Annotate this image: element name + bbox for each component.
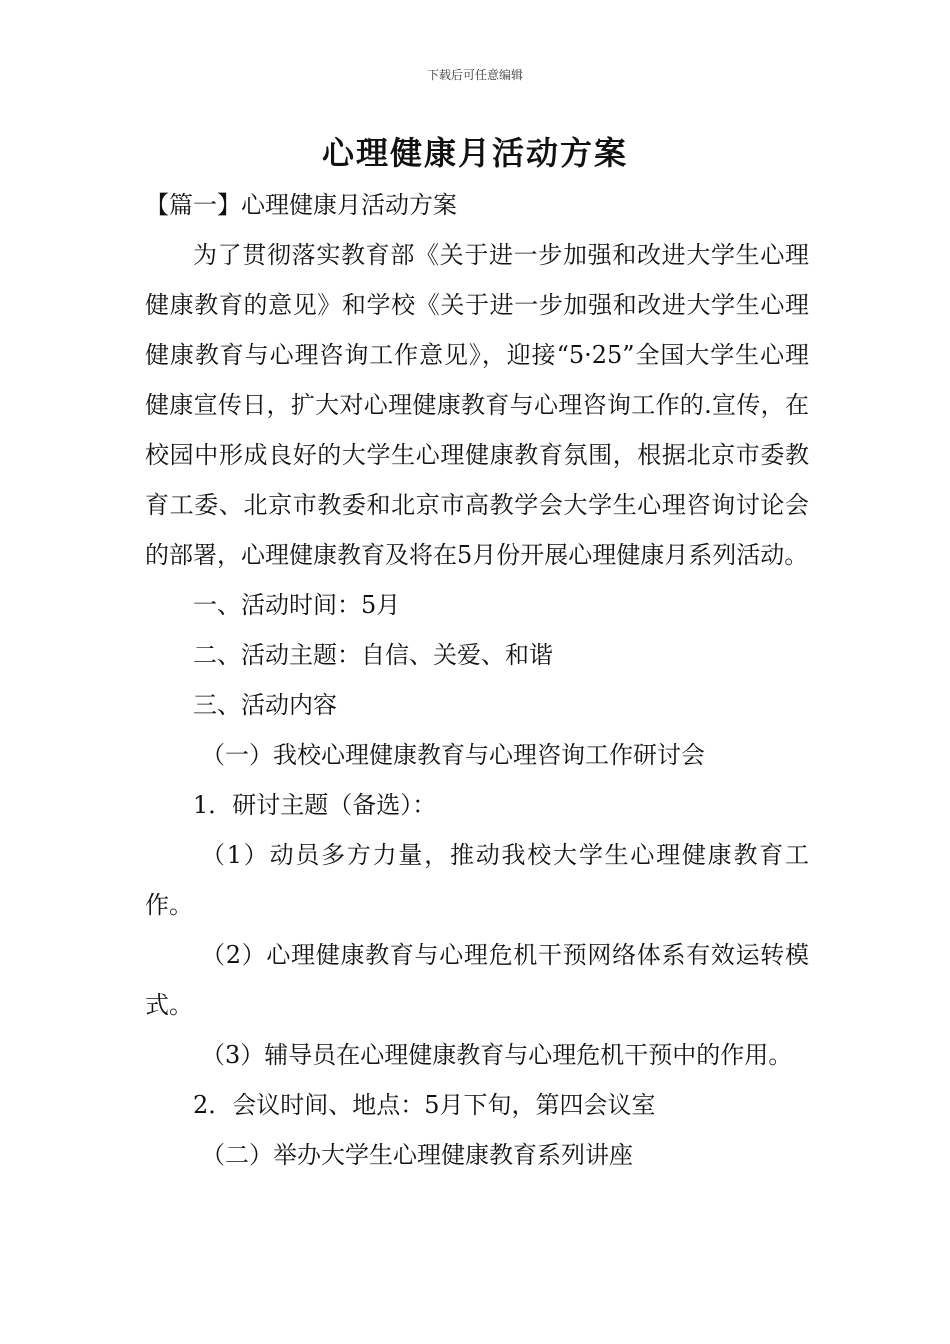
seminar-topics-heading: 1．研讨主题（备选）：: [193, 791, 437, 819]
document-body: [145, 180, 809, 1180]
subsection-lectures: （二）举办大学生心理健康教育系列讲座: [201, 1141, 633, 1169]
seminar-topic-3: （3）辅导员在心理健康教育与心理危机干预中的作用。: [201, 1041, 793, 1069]
section-label: 【篇一】心理健康月活动方案: [145, 191, 457, 219]
item-activity-time: 一、活动时间：5月: [193, 591, 401, 619]
seminar-topic-2: （2）心理健康教育与心理危机干预网络体系有效运转模式。: [145, 941, 809, 1019]
item-activity-content: 三、活动内容: [193, 691, 337, 719]
header-note: 下载后可任意编辑: [426, 68, 523, 82]
seminar-time-place: 2．会议时间、地点：5月下旬，第四会议室: [193, 1091, 656, 1119]
item-activity-theme: 二、活动主题：自信、关爱、和谐: [193, 641, 553, 669]
subsection-seminar: （一）我校心理健康教育与心理咨询工作研讨会: [201, 741, 705, 769]
intro-paragraph: 为了贯彻落实教育部《关于进一步加强和改进大学生心理健康教育的意见》和学校《关于进一步加强和改进大学生心理健康教育与心理咨询工作意见》，迎接“5·25”全国大学生心理健康宣传日，扩大对心理健康教育与心理咨询工作的.宣传，在校园中形成良好的大学生心理健康教育氛围，根据北京市委教育工委、北京市教委和北京市高教学会大学生心理咨询讨论会的部署，心理健康教育及将在5月份开展心理健康月系列活动。: [145, 241, 809, 569]
document-title: 心理健康月活动方案: [321, 134, 628, 172]
seminar-topic-1: （1）动员多方力量，推动我校大学生心理健康教育工作。: [145, 841, 809, 919]
